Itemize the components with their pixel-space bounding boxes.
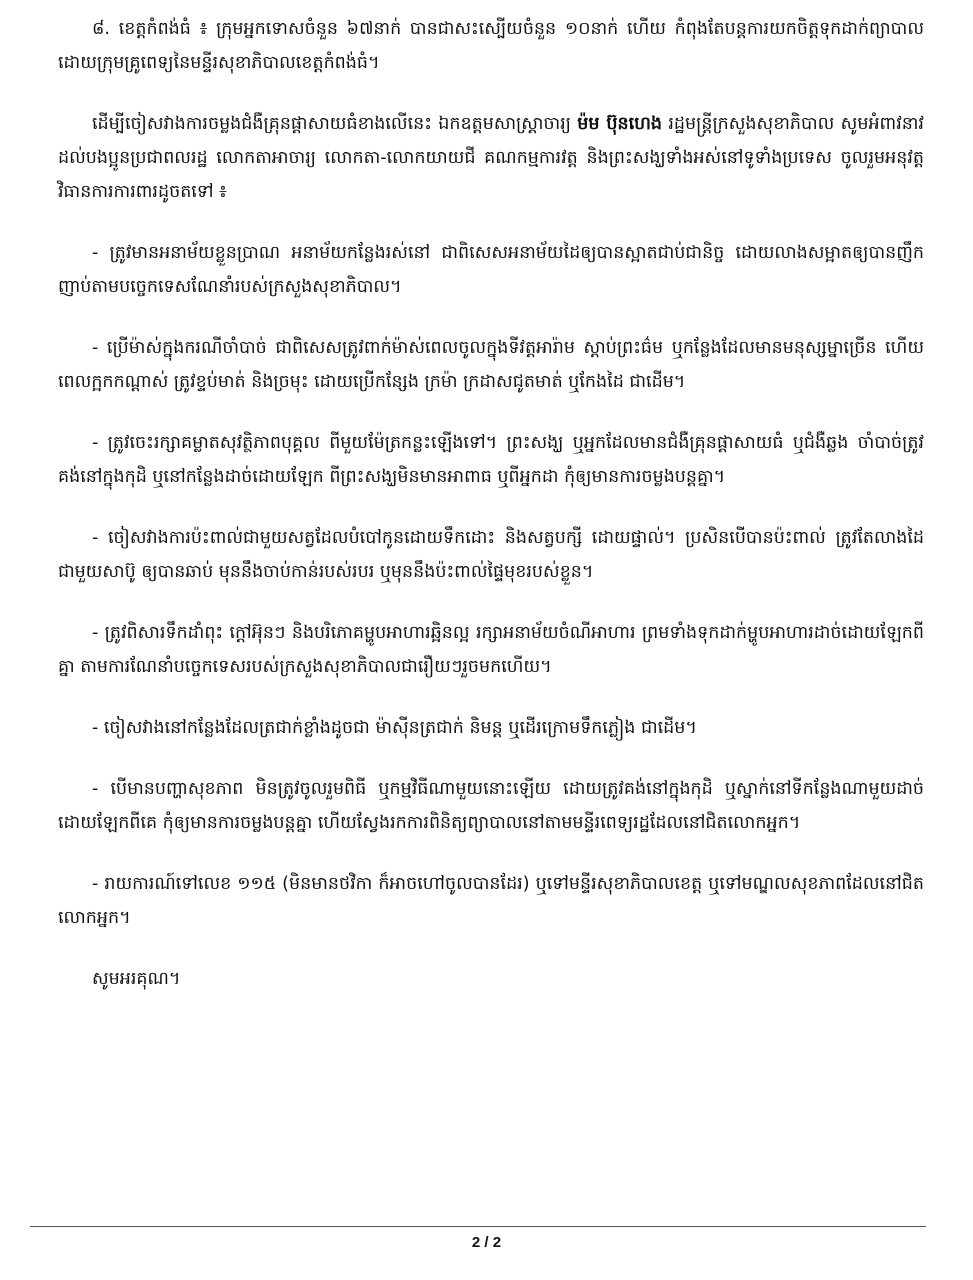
paragraph-province-report: ៨. ខេត្តកំពង់ធំ ៖ ក្រុមអ្នកទោសចំនួន ៦៧នាក់ បានជាសះស្បើយចំនួន ១០នាក់ ហើយ កំពុងតែបន្តការយកចិត្តទុកដាក់ព្យាបាលដោយក្រុមគ្រូពេទ្យនៃមន្ទីរសុខាភិបាលខេត្តកំពង់ធំ។ — [58, 19, 924, 73]
bullet-food-water: - ត្រូវពិសារទឹកដាំពុះ ក្តៅអ៊ុនៗ និងបរិភោគម្ហូបអាហារឆ្អិនល្អ រក្សាអនាម័យចំណីអាហារ ព្រមទាំងទុកដាក់ម្ហូបអាហារដាច់ដោយឡែកពីគ្នា តាមការណែនាំបច្ចេកទេសរបស់ក្រសួងសុខាភិបាលជារឿយៗរួចមកហើយ។ — [58, 623, 924, 677]
bullet-report-hotline: - រាយការណ៍ទៅលេខ ១១៥ (មិនមានថវិកា ក៏អាចហៅចូលបានដែរ) ឬទៅមន្ទីរសុខាភិបាលខេត្ត ឬទៅមណ្ឌលសុខភាពដែលនៅជិតលោកអ្នក។ — [58, 874, 924, 928]
bullet-health-problem: - បើមានបញ្ហាសុខភាព មិនត្រូវចូលរួមពិធី ឬកម្មវិធីណាមួយនោះឡើយ ដោយត្រូវគង់នៅក្នុងកុដិ ឬស្នាក់នៅទីកន្លែងណាមួយដាច់ដោយឡែកពីគេ កុំឲ្យមានការចម្លងបន្តគ្នា ហើយស្វែងរកការពិនិត្យព្យាបាលនៅតាមមន្ទីរពេទ្យរដ្ឋដែលនៅជិតលោកអ្នក។ — [58, 779, 924, 833]
document-body — [58, 12, 924, 1023]
paragraph-appeal — [58, 107, 924, 209]
bullet-avoid-cold: - ចៀសវាងនៅកន្លែងដែលត្រជាក់ខ្លាំងដូចជា ម៉ាស៊ីនត្រជាក់ និមន្ត ឬដើរក្រោមទឹកភ្លៀង ជាដើម។ — [92, 718, 697, 738]
bullet-hygiene: - ត្រូវមានអនាម័យខ្លួនប្រាណ អនាម័យកន្លែងរស់នៅ ជាពិសេសអនាម័យដៃឲ្យបានស្អាតជាប់ជានិច្ច ដោយលាងសម្អាតឲ្យបានញឹកញាប់តាមបច្ចេកទេសណែនាំរបស់ក្រសួងសុខាភិបាល។ — [58, 243, 924, 297]
bullet-mask: - ប្រើម៉ាស់ក្នុងករណីចាំបាច់ ជាពិសេសត្រូវពាក់ម៉ាស់ពេលចូលក្នុងទីវត្តអារ៉ាម ស្តាប់ព្រះធ៌ម ឬកន្លែងដែលមានមនុស្សម្នាច្រើន ហើយពេលក្អកកណ្តាស់ ត្រូវខ្ទប់មាត់ និងច្រមុះ ដោយប្រើកន្សែង ក្រម៉ា ក្រដាសជូតមាត់ ឬកែងដៃ ជាដើម។ — [58, 338, 924, 392]
page-number: 2 / 2 — [471, 1234, 502, 1251]
closing-thanks: សូមអរគុណ។ — [92, 969, 181, 989]
appeal-text-before: ដើម្បីចៀសវាងការចម្លងជំងឺគ្រុនផ្តាសាយធំខាងលើនេះ ឯកឧត្តមសាស្ត្រាចារ្យ — [92, 114, 578, 134]
bullet-animal-contact: - ចៀសវាងការប៉ះពាល់ជាមួយសត្វដែលបំបៅកូនដោយទឹកដោះ និងសត្វបក្សី ដោយផ្ទាល់។ ប្រសិនបើបានប៉ះពាល់ ត្រូវតែលាងដៃជាមួយសាប៊ូ ឲ្យបានឆាប់ មុននឹងចាប់កាន់របស់របរ ឬមុននឹងប៉ះពាល់ផ្ទៃមុខរបស់ខ្លួន។ — [58, 528, 924, 582]
footer-divider — [30, 1226, 926, 1227]
appeal-text-after: រដ្ឋមន្ត្រីក្រសួងសុខាភិបាល សូមអំពាវនាវដល់បងប្អូនប្រជាពលរដ្ឋ លោកតាអាចារ្យ លោកតា-លោកយាយជី គណកម្មការវត្ត និងព្រះសង្ឃទាំងអស់នៅទូទាំងប្រទេស ចូលរួមអនុវត្តវិធានការការពារដូចតទៅ ៖ — [58, 114, 924, 202]
minister-name: ម៉ម ប៊ុនហេង — [577, 114, 662, 134]
bullet-distancing: - ត្រូវចេះរក្សាគម្លាតសុវត្ថិភាពបុគ្គល ពីមួយម៉ែត្រកន្លះឡើងទៅ។ ព្រះសង្ឃ ឬអ្នកដែលមានជំងឺគ្រុនផ្តាសាយធំ ឬជំងឺឆ្លង ចាំបាច់ត្រូវគង់នៅក្នុងកុដិ ឬនៅកន្លែងដាច់ដោយឡែក ពីព្រះសង្ឃមិនមានអាពាធ ឬពីអ្នកដា កុំឲ្យមានការចម្លងបន្តគ្នា។ — [58, 433, 924, 487]
